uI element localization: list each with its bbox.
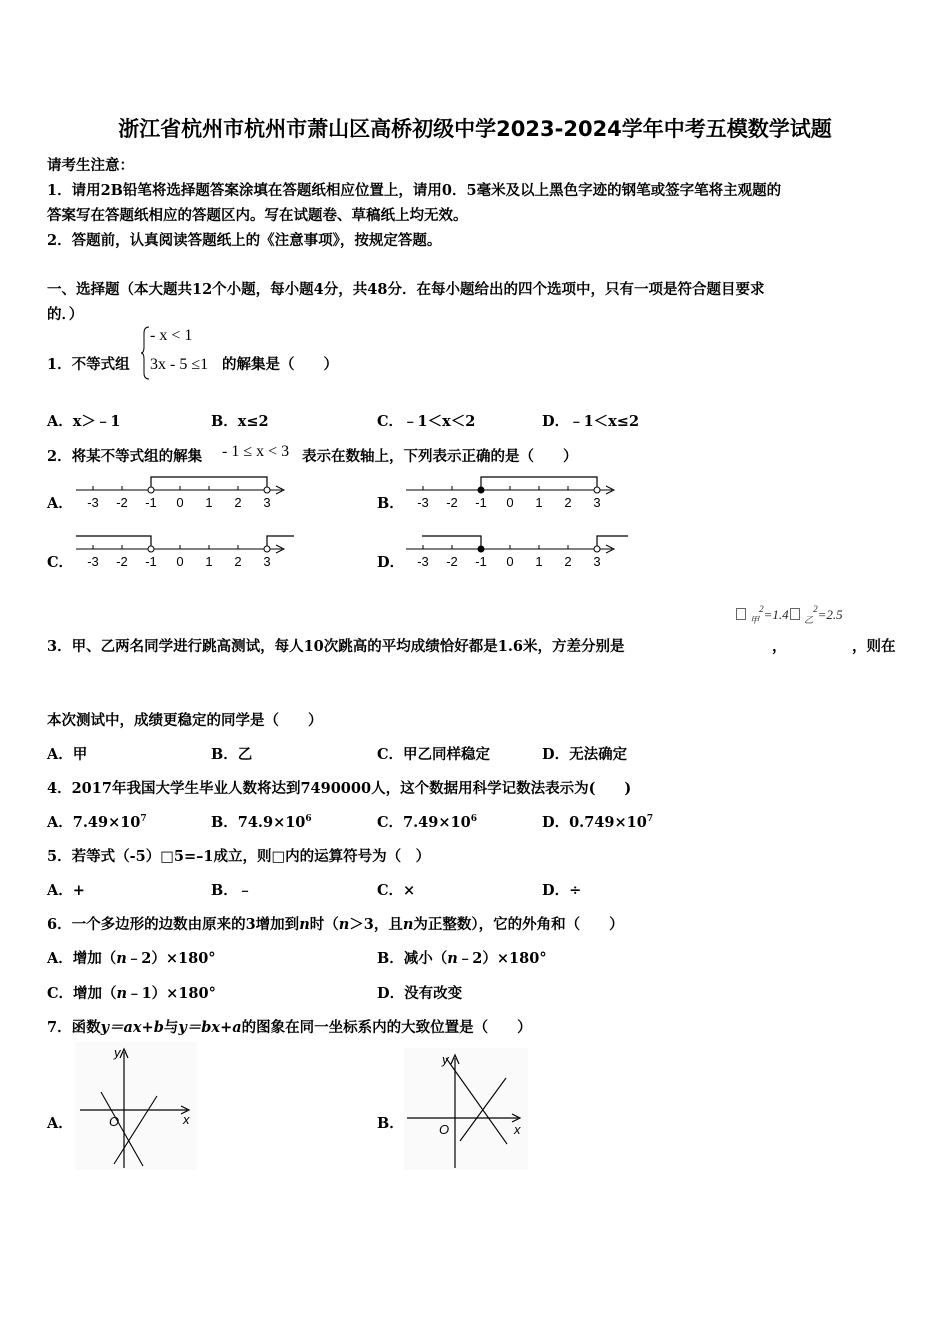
tick-label: -3 bbox=[417, 554, 429, 569]
q3-then: ，则在 bbox=[852, 638, 896, 655]
q6-option-a: A．增加（n﹣2）×180° bbox=[47, 950, 216, 967]
tick-label: -3 bbox=[87, 554, 99, 569]
q2-number-line-d bbox=[402, 531, 632, 573]
tick-label: 0 bbox=[506, 495, 514, 510]
q4-option-a: A．$7.49\times 10^7$ bbox=[47, 814, 147, 831]
notice-line-1a: 1．请用2B铅笔将选择题答案涂填在答题纸相应位置上，请用0．5毫米及以上黑色字迹的钢笔或签字笔将主观题的 bbox=[47, 182, 782, 199]
q7-label-a: A． bbox=[47, 1115, 73, 1132]
q3-variance-jia: $_甲^2$=1.4 bbox=[736, 604, 789, 626]
q3-comma: ， bbox=[772, 638, 787, 655]
page-title: 浙江省杭州市杭州市萧山区高桥初级中学2023-2024学年中考五模数学试题 bbox=[118, 117, 832, 141]
tick-label: -2 bbox=[116, 554, 128, 569]
q2-number-line-b bbox=[402, 472, 622, 514]
tick-label: 1 bbox=[535, 554, 543, 569]
tick-label: -1 bbox=[475, 554, 487, 569]
q5-option-c: C．× bbox=[377, 882, 416, 899]
q4-option-b: B．$74.9\times 10^6$ bbox=[211, 814, 312, 831]
q3-line-2: 本次测试中，成绩更稳定的同学是（ ） bbox=[47, 712, 323, 729]
notice-heading: 请考生注意： bbox=[47, 157, 134, 174]
q4-option-c: C．$7.49\times 10^6$ bbox=[377, 814, 477, 831]
q2-label-d: D． bbox=[377, 554, 405, 571]
tick-label: 3 bbox=[263, 495, 271, 510]
tick-label: 0 bbox=[506, 554, 514, 569]
tick-label: 3 bbox=[263, 554, 271, 569]
q5-text: 5．若等式（-5）□5=–1成立，则□内的运算符号为（ ） bbox=[47, 848, 431, 865]
axis-label: y bbox=[114, 1045, 121, 1060]
q6-option-b: B．减小（n﹣2）×180° bbox=[377, 950, 547, 967]
section-heading-line-2: 的．） bbox=[47, 306, 84, 323]
tick-label: 0 bbox=[176, 495, 184, 510]
q1-system-top: - x < 1 bbox=[150, 327, 193, 344]
axis-label: O bbox=[109, 1114, 120, 1129]
tick-label: -1 bbox=[145, 495, 157, 510]
q1-option-b: B．x≤2 bbox=[211, 413, 269, 430]
q3-option-c: C．甲乙同样稳定 bbox=[377, 746, 491, 763]
q6-text: 6．一个多边形的边数由原来的3增加到n时（n＞3，且n为正整数），它的外角和（ ） bbox=[47, 916, 624, 933]
tick-label: 2 bbox=[234, 554, 242, 569]
notice-line-1b: 答案写在答题纸相应的答题区内。写在试题卷、草稿纸上均无效。 bbox=[47, 207, 468, 224]
q1-option-d: D．﹣1＜x≤2 bbox=[542, 413, 640, 430]
q2-suffix: 表示在数轴上，下列表示正确的是（ ） bbox=[302, 448, 578, 465]
tick-label: -3 bbox=[87, 495, 99, 510]
tick-label: -1 bbox=[145, 554, 157, 569]
tick-label: 2 bbox=[564, 495, 572, 510]
axis-label: y bbox=[442, 1052, 449, 1067]
q1-brace bbox=[140, 325, 150, 381]
q2-prefix: 2．将某不等式组的解集 bbox=[47, 448, 203, 465]
q6-option-c: C．增加（n﹣1）×180° bbox=[47, 985, 216, 1002]
tick-label: 3 bbox=[593, 554, 601, 569]
q1-option-a: A．x＞﹣1 bbox=[47, 413, 121, 430]
q7-graph-a bbox=[75, 1042, 197, 1170]
q2-label-c: C． bbox=[47, 554, 74, 571]
tick-label: 1 bbox=[205, 495, 213, 510]
tick-label: 1 bbox=[535, 495, 543, 510]
q5-option-b: B．﹣ bbox=[211, 882, 253, 899]
q5-option-d: D．÷ bbox=[542, 882, 582, 899]
tick-label: -2 bbox=[116, 495, 128, 510]
q5-option-a: A．+ bbox=[47, 882, 85, 899]
tick-label: 1 bbox=[205, 554, 213, 569]
tick-label: 2 bbox=[564, 554, 572, 569]
q7-graph-b bbox=[404, 1048, 528, 1170]
q2-number-line-c bbox=[72, 531, 297, 573]
missing-glyph-icon bbox=[790, 608, 800, 620]
section-heading-line-1: 一、选择题（本大题共12个小题，每小题4分，共48分．在每小题给出的四个选项中，只有一项是符合题目要求 bbox=[47, 281, 765, 298]
missing-glyph-icon bbox=[736, 608, 746, 620]
tick-label: -2 bbox=[446, 495, 458, 510]
q7-text: 7．函数y＝ax+b与y＝bx+a的图象在同一坐标系内的大致位置是（ ） bbox=[47, 1019, 532, 1036]
q4-option-d: D．$0.749\times 10^7$ bbox=[542, 814, 654, 831]
q3-line-1: 3．甲、乙两名同学进行跳高测试，每人10次跳高的平均成绩恰好都是1.6米，方差分别是 bbox=[47, 638, 625, 655]
tick-label: 3 bbox=[593, 495, 601, 510]
axis-label: x bbox=[514, 1122, 521, 1137]
q1-option-c: C．﹣1＜x＜2 bbox=[377, 413, 476, 430]
q1-prefix: 1．不等式组 bbox=[47, 356, 130, 373]
tick-label: -1 bbox=[475, 495, 487, 510]
tick-label: -3 bbox=[417, 495, 429, 510]
q2-label-b: B． bbox=[377, 495, 404, 512]
axis-label: x bbox=[183, 1112, 190, 1127]
tick-label: -2 bbox=[446, 554, 458, 569]
q3-option-a: A．甲 bbox=[47, 746, 88, 763]
q1-system-bottom: 3x - 5 ≤1 bbox=[150, 356, 209, 373]
q2-label-a: A． bbox=[47, 495, 73, 512]
notice-line-2: 2．答题前，认真阅读答题纸上的《注意事项》，按规定答题。 bbox=[47, 232, 442, 249]
q3-option-d: D．无法确定 bbox=[542, 746, 628, 763]
axis-label: O bbox=[439, 1122, 450, 1137]
q1-suffix: 的解集是（ ） bbox=[222, 356, 338, 373]
q7-label-b: B． bbox=[377, 1115, 404, 1132]
tick-label: 2 bbox=[234, 495, 242, 510]
q3-variance-yi: $_乙^2$=2.5 bbox=[790, 604, 843, 626]
q2-expression: - 1 ≤ x < 3 bbox=[222, 443, 290, 460]
q3-option-b: B．乙 bbox=[211, 746, 253, 763]
q2-number-line-a bbox=[72, 472, 292, 514]
tick-label: 0 bbox=[176, 554, 184, 569]
q4-text: 4．2017年我国大学生毕业人数将达到7490000人，这个数据用科学记数法表示为( ) bbox=[47, 780, 632, 797]
q6-option-d: D．没有改变 bbox=[377, 985, 463, 1002]
